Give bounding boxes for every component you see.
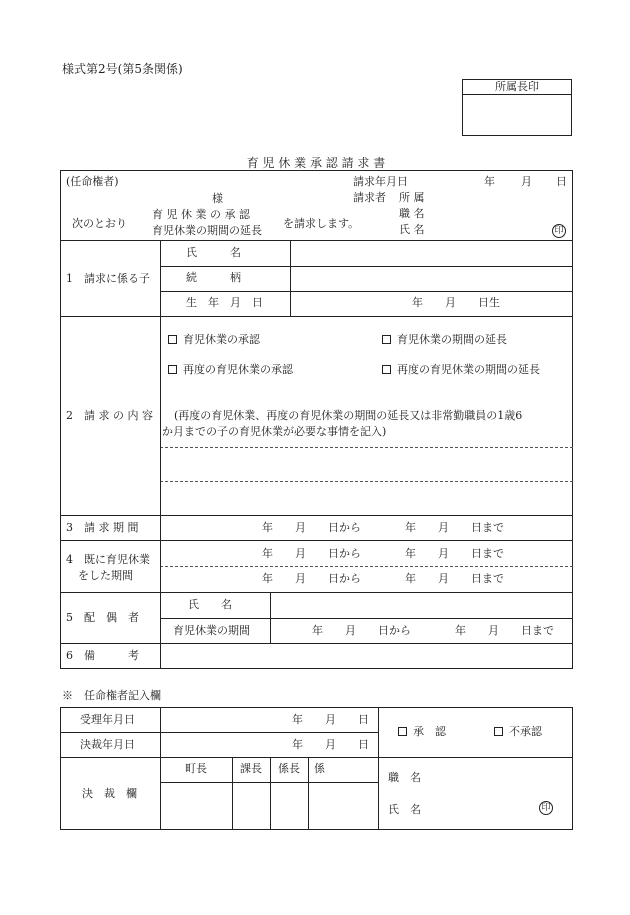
decided-date-label: 決裁年月日 — [80, 738, 135, 751]
section2-label: 2 請 求 の 内 容 — [66, 409, 153, 422]
checkbox[interactable] — [382, 335, 391, 344]
stamp-box-divider — [462, 94, 572, 95]
checkbox[interactable] — [494, 727, 503, 736]
form-title: 育 児 休 業 承 認 請 求 書 — [246, 156, 386, 170]
checkbox[interactable] — [382, 365, 391, 374]
admin-heading: ※ 任命権者記入欄 — [62, 689, 161, 702]
checkbox[interactable] — [398, 727, 407, 736]
choice-extension[interactable]: 育児休業の期間の延長 — [152, 224, 262, 237]
child-birth-label: 生 年 月 日 — [186, 296, 263, 309]
requester-label: 請求者 — [353, 191, 386, 204]
rule — [290, 240, 291, 316]
option-childcare-leave-approval[interactable] — [168, 334, 260, 345]
rule — [308, 757, 309, 830]
rule — [160, 291, 573, 292]
rule — [60, 757, 573, 758]
received-date-label: 受理年月日 — [80, 713, 135, 726]
child-relation-field[interactable] — [292, 268, 572, 290]
intro-suffix: を請求します。 — [283, 217, 360, 230]
rule — [160, 266, 573, 267]
role-subsection-chief: 係長 — [278, 762, 300, 775]
reason-field[interactable] — [162, 450, 572, 480]
section4-label-line2: をした期間 — [78, 569, 133, 582]
rule — [60, 592, 573, 593]
year-unit: 年 — [484, 175, 495, 188]
stamp-box-label: 所属長印 — [495, 80, 539, 93]
reason-note-line1: (再度の育児休業、再度の育児休業の期間の延長又は非常勤職員の1歳6 — [174, 409, 523, 422]
rule — [270, 618, 271, 643]
remarks-field[interactable] — [162, 646, 572, 666]
checkbox[interactable] — [168, 365, 177, 374]
dashed-rule — [160, 447, 573, 448]
reason-note-line2: か月までの子の育児休業が必要な事情を記入) — [162, 425, 387, 438]
request-period[interactable]: 年 月 日から 年 月 日まで — [262, 521, 504, 534]
past-period-2[interactable]: 年 月 日から 年 月 日まで — [262, 572, 504, 585]
spouse-name-field[interactable] — [272, 595, 572, 617]
role-staff: 係 — [314, 762, 325, 775]
day-unit: 日 — [556, 175, 567, 188]
approve-option[interactable] — [398, 726, 446, 737]
reject-option[interactable] — [494, 726, 542, 737]
dashed-rule — [160, 566, 573, 567]
request-date-label: 請求年月日 — [353, 175, 408, 188]
decided-date-value[interactable]: 年 月 日 — [292, 738, 369, 751]
rule — [160, 618, 573, 619]
checkbox[interactable] — [168, 335, 177, 344]
section3-label: 3 請 求 期 間 — [66, 521, 139, 534]
child-name-label: 氏 名 — [186, 246, 241, 259]
dashed-rule — [160, 481, 573, 482]
intro-prefix: 次のとおり — [72, 217, 127, 230]
position-label: 職 名 — [399, 207, 425, 220]
option-label: 再度の育児休業の期間の延長 — [397, 363, 540, 376]
approver-position-label: 職 名 — [388, 771, 421, 784]
child-name-field[interactable] — [292, 243, 572, 265]
appointer-label: (任命権者) — [66, 175, 119, 188]
option-repeat-leave-approval[interactable] — [168, 364, 293, 375]
requester-name-label: 氏 名 — [399, 223, 425, 236]
child-birth-value[interactable]: 年 月 日生 — [412, 296, 500, 309]
section1-label: 1 請求に係る子 — [66, 272, 150, 285]
option-repeat-leave-extension[interactable] — [382, 364, 540, 375]
rule — [160, 782, 378, 783]
affiliation-label: 所 属 — [399, 191, 425, 204]
spouse-period-label: 育児休業の期間 — [173, 624, 250, 637]
approver-name-label: 氏 名 — [388, 803, 421, 816]
option-label: 育児休業の期間の延長 — [397, 333, 507, 346]
role-section-chief: 課長 — [240, 762, 262, 775]
form-id: 様式第2号(第5条関係) — [62, 62, 183, 76]
role-mayor: 町長 — [185, 762, 207, 775]
section5-label: 5 配 偶 者 — [66, 611, 139, 624]
reject-label: 不承認 — [509, 725, 542, 738]
rule — [270, 592, 271, 618]
approver-seal-mark: 印 — [539, 801, 553, 815]
past-period-1[interactable]: 年 月 日から 年 月 日まで — [262, 547, 504, 560]
decision-label: 決 裁 欄 — [82, 787, 137, 800]
received-date-value[interactable]: 年 月 日 — [292, 713, 369, 726]
spouse-period[interactable]: 年 月 日から 年 月 日まで — [312, 624, 554, 637]
choice-approval[interactable]: 育 児 休 業 の 承 認 — [152, 208, 250, 221]
section4-label-line1: 4 既に育児休業 — [66, 553, 150, 566]
rule — [60, 540, 573, 541]
child-relation-label: 続 柄 — [186, 271, 241, 284]
section6-label: 6 備 考 — [66, 649, 139, 662]
rule — [60, 515, 573, 516]
rule — [60, 643, 573, 644]
seal-mark: 印 — [552, 224, 566, 238]
option-label: 育児休業の承認 — [183, 333, 260, 346]
spouse-name-label: 氏 名 — [188, 598, 232, 611]
rule — [378, 707, 379, 830]
sama-label: 様 — [212, 192, 223, 205]
approve-label: 承 認 — [413, 725, 446, 738]
rule — [160, 240, 161, 669]
option-label: 再度の育児休業の承認 — [183, 363, 293, 376]
rule — [60, 316, 573, 317]
option-leave-extension[interactable] — [382, 334, 507, 345]
month-unit: 月 — [521, 175, 532, 188]
rule — [60, 240, 573, 241]
rule — [60, 732, 378, 733]
